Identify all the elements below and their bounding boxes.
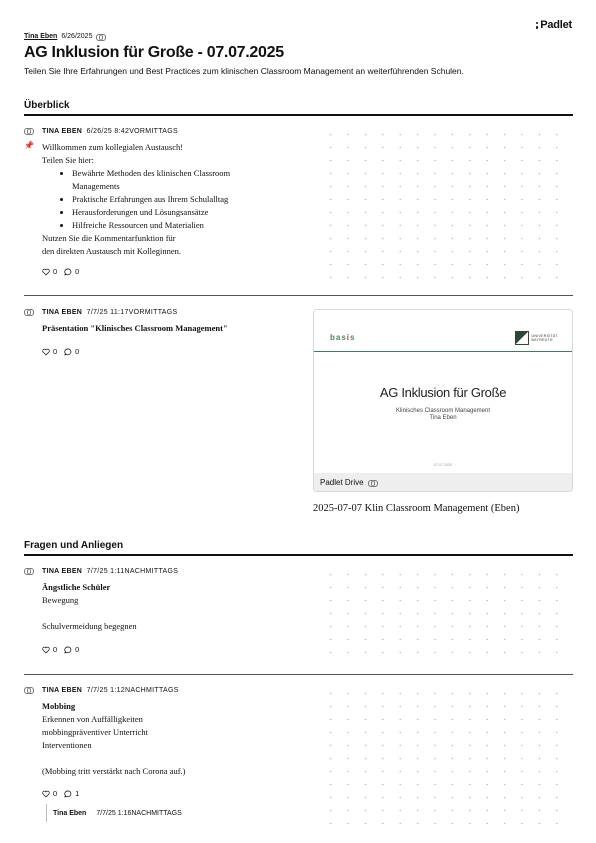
slide-logo-right (515, 331, 558, 345)
post-line: Schulvermeidung begegnen (42, 621, 137, 631)
comment-author: Tina Eben (53, 809, 87, 817)
link-icon[interactable] (96, 34, 104, 39)
post-meta (42, 309, 177, 316)
list-item: • Praktische Erfahrungen aus Ihrem Schulalltag (72, 193, 312, 206)
header-author[interactable]: Tina Eben (24, 33, 58, 40)
comment-timestamp: 7/7/25 1:16NACHMITTAGS (96, 809, 182, 817)
comment-count: 0 (75, 347, 80, 356)
post-line: Erkennen von Auffälligkeiten (42, 714, 143, 724)
post-line: Interventionen (42, 740, 92, 750)
post-line: (Mobbing tritt verstärkt nach Corona auf.) (42, 766, 186, 776)
post-reactions (42, 347, 79, 356)
attachment-source: Padlet Drive (320, 477, 364, 487)
heart-icon[interactable] (42, 348, 50, 356)
padlet-logo (536, 19, 572, 31)
post-bullet-list (72, 167, 312, 232)
post-divider (24, 674, 573, 675)
post-author: TINA EBEN (42, 309, 83, 316)
attachment-caption[interactable]: 2025-07-07 Klin Classroom Management (Eben) (313, 503, 520, 514)
link-icon[interactable] (24, 687, 32, 692)
dot-grid-background (322, 568, 562, 664)
post-author: TINA EBEN (42, 568, 83, 575)
post-body (42, 322, 312, 335)
post-meta (42, 128, 178, 135)
logo-text: Padlet (540, 19, 572, 31)
comment-count: 0 (75, 267, 80, 276)
post-author: TINA EBEN (42, 687, 83, 694)
heart-icon[interactable] (42, 268, 50, 276)
post-line: Nutzen Sie die Kommentarfunktion für (42, 233, 176, 243)
comment-icon[interactable] (64, 268, 72, 276)
slide-title: AG Inklusion für Große (379, 385, 507, 400)
logo-mark-icon (536, 22, 539, 29)
post-timestamp: 6/26/25 8:42VORMITTAGS (86, 128, 178, 135)
comment-thread (46, 804, 182, 822)
post-timestamp: 7/7/25 1:11NACHMITTAGS (86, 568, 179, 575)
post-line: Bewegung (42, 595, 79, 605)
link-icon[interactable] (24, 309, 32, 314)
link-icon[interactable] (24, 568, 32, 573)
section-title-questions: Fragen und Anliegen (24, 540, 124, 551)
post-divider (24, 295, 573, 296)
attachment-footer (314, 473, 572, 491)
post-title: Mobbing (42, 701, 76, 711)
post-line: Willkommen zum kollegialen Austausch! (42, 142, 184, 152)
heart-icon[interactable] (42, 790, 50, 798)
list-item: • Bewährte Methoden des klinischen Classroom Managements (72, 167, 232, 193)
heart-icon[interactable] (42, 646, 50, 654)
post-reactions (42, 267, 79, 276)
uni-text-line: UNIVERSITÄT (531, 334, 558, 338)
dot-grid-background (322, 687, 562, 827)
post-line (42, 607, 312, 620)
post-timestamp: 7/7/25 1:12NACHMITTAGS (86, 687, 179, 694)
header-date: 6/26/2025 (61, 33, 93, 40)
page-subtitle: Teilen Sie Ihre Erfahrungen und Best Practices zum klinischen Classroom Management an weiterführenden Schulen. (24, 66, 464, 76)
like-count: 0 (53, 789, 58, 798)
post-line: mobbingpräventiver Unterricht (42, 727, 148, 737)
dot-grid-background (322, 128, 562, 284)
post-body (42, 700, 312, 778)
comment-icon[interactable] (64, 646, 72, 654)
post-body (42, 581, 312, 633)
link-icon[interactable] (368, 480, 376, 485)
slide-subtitle-line: Klinisches Classroom Management (395, 408, 491, 414)
slide-preview (314, 310, 572, 475)
post-title: Präsentation "Klinisches Classroom Management" (42, 323, 228, 333)
post-meta (42, 568, 178, 575)
list-item: • Herausforderungen und Lösungsansätze (72, 206, 312, 219)
list-item: • Hilfreiche Ressourcen und Materialien (72, 219, 312, 232)
post-title: Ängstliche Schüler (42, 582, 111, 592)
slide-logo-left: basis (330, 333, 356, 342)
post-body (42, 141, 312, 258)
post-line: den direkten Austausch mit Kolleginnen. (42, 246, 182, 256)
slide-date: 07.07.2025 (434, 463, 452, 467)
comment-count: 0 (75, 645, 80, 654)
post-reactions (42, 645, 79, 654)
slide-subtitle-line: Tina Eben (429, 415, 457, 421)
section-divider (24, 114, 573, 116)
comment-count: 1 (75, 789, 80, 798)
post-meta (42, 687, 179, 694)
comment-icon[interactable] (64, 348, 72, 356)
attachment-card[interactable] (313, 309, 573, 492)
pin-icon: 📌 (24, 141, 34, 150)
section-title-overview: Überblick (24, 100, 70, 111)
post-timestamp: 7/7/25 11:17VORMITTAGS (86, 309, 178, 316)
post-line: Teilen Sie hier: (42, 155, 94, 165)
post-line (42, 752, 312, 765)
like-count: 0 (53, 347, 58, 356)
uni-text-line: BAYREUTH (531, 338, 553, 342)
post-author: TINA EBEN (42, 128, 83, 135)
comment-icon[interactable] (64, 790, 72, 798)
slide-subtitle (314, 408, 572, 422)
like-count: 0 (53, 645, 58, 654)
header-meta (24, 33, 104, 40)
post-reactions (42, 789, 79, 798)
section-divider (24, 554, 573, 556)
page-title: AG Inklusion für Große - 07.07.2025 (24, 44, 284, 61)
university-mark-icon (515, 331, 529, 345)
link-icon[interactable] (24, 128, 32, 133)
like-count: 0 (53, 267, 58, 276)
